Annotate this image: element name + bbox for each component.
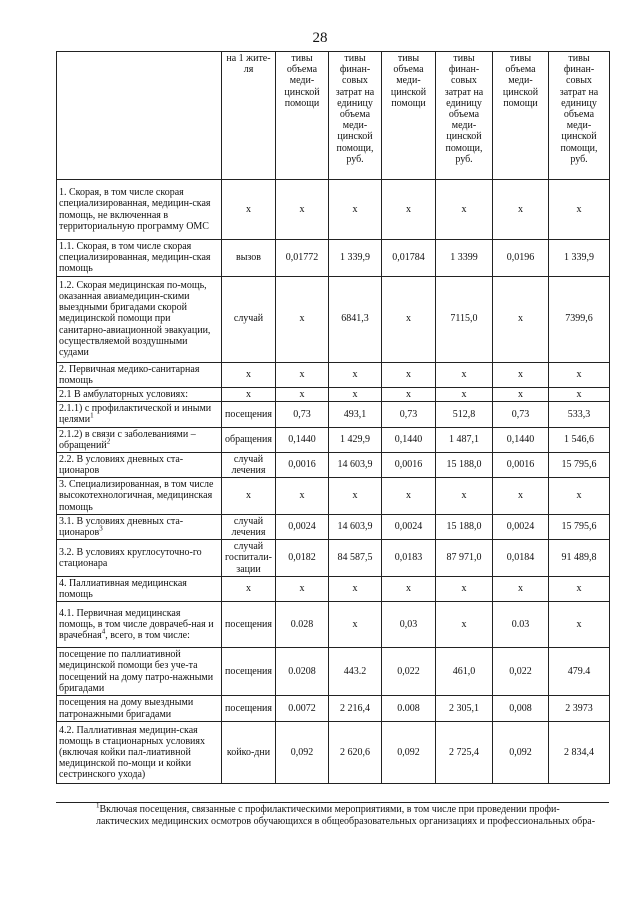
value-cell: 0,01784: [382, 240, 436, 277]
value-cell: 461,0: [436, 648, 493, 696]
table-row: [57, 276, 610, 362]
footnote-ref: 3: [99, 524, 103, 533]
value-cell: 0.028: [276, 602, 329, 648]
value-cell: 1 429,9: [329, 427, 382, 452]
value-cell: 1 546,6: [549, 427, 610, 452]
row-label: 1. Скорая, в том числе скорая специализированная, медицин-ская помощь, не включенная в территориальную программу ОМС: [57, 180, 222, 240]
value-cell: х: [382, 478, 436, 515]
row-label: 3. Специализированная, в том числе высокотехнологичная, медицинская помощь: [57, 478, 222, 515]
row-label: 2.2. В условиях дневных ста-ционаров: [57, 452, 222, 477]
value-cell: 0,022: [493, 648, 549, 696]
value-cell: 479.4: [549, 648, 610, 696]
value-cell: 0,0016: [493, 452, 549, 477]
header-cell: тивы финан- совых затрат на единицу объема меди- цинской помощи, руб.: [436, 52, 493, 180]
value-cell: 2 305,1: [436, 696, 493, 722]
table-row: [57, 722, 610, 784]
table-row: [57, 427, 610, 452]
value-cell: 0,0024: [276, 514, 329, 539]
value-cell: х: [276, 576, 329, 601]
row-label: 1.1. Скорая, в том числе скорая специализированная, медицин-ская помощь: [57, 240, 222, 277]
value-cell: 15 188,0: [436, 452, 493, 477]
value-cell: х: [436, 602, 493, 648]
value-cell: х: [493, 276, 549, 362]
value-cell: 443.2: [329, 648, 382, 696]
table-row: [57, 602, 610, 648]
unit-cell: случай госпитали-зации: [222, 540, 276, 577]
row-label: 1.2. Скорая медицинская по-мощь, оказанная авиамедицин-скими выездными бригадами скорой медицинской помощи при санитарно-авиационной эвакуации, осуществляемой воздушными судами: [57, 276, 222, 362]
table-row: [57, 452, 610, 477]
value-cell: 493,1: [329, 402, 382, 427]
value-cell: 1 339,9: [329, 240, 382, 277]
value-cell: 0,0196: [493, 240, 549, 277]
value-cell: х: [276, 387, 329, 401]
value-cell: 0,092: [382, 722, 436, 784]
table-row: [57, 696, 610, 722]
value-cell: х: [382, 362, 436, 387]
value-cell: х: [382, 180, 436, 240]
table-row: [57, 576, 610, 601]
value-cell: 0.008: [382, 696, 436, 722]
unit-cell: х: [222, 362, 276, 387]
unit-cell: посещения: [222, 696, 276, 722]
value-cell: 0,73: [493, 402, 549, 427]
value-cell: 84 587,5: [329, 540, 382, 577]
value-cell: 0,73: [276, 402, 329, 427]
value-cell: 0,0184: [493, 540, 549, 577]
normatives-table: [56, 51, 610, 784]
value-cell: х: [549, 387, 610, 401]
value-cell: 0,0182: [276, 540, 329, 577]
header-cell: тивы финан- совых затрат на единицу объема меди- цинской помощи, руб.: [549, 52, 610, 180]
table-row: [57, 540, 610, 577]
table-row: [57, 648, 610, 696]
value-cell: х: [329, 602, 382, 648]
row-label: посещения на дому выездными патронажными бригадами: [57, 696, 222, 722]
row-label: 3.1. В условиях дневных ста-ционаров$^3$: [57, 514, 222, 539]
footnote-marker: 1: [96, 801, 100, 810]
value-cell: х: [493, 387, 549, 401]
value-cell: 6841,3: [329, 276, 382, 362]
value-cell: 2 725,4: [436, 722, 493, 784]
value-cell: х: [436, 180, 493, 240]
value-cell: х: [549, 180, 610, 240]
value-cell: х: [276, 276, 329, 362]
unit-cell: вызов: [222, 240, 276, 277]
value-cell: 0,092: [493, 722, 549, 784]
header-cell: тивы объема меди- цинской помощи: [276, 52, 329, 180]
footnote-ref: 1: [90, 411, 94, 420]
value-cell: 15 188,0: [436, 514, 493, 539]
unit-cell: случай лечения: [222, 514, 276, 539]
footnote-ref: 4: [101, 627, 106, 636]
value-cell: 0,092: [276, 722, 329, 784]
value-cell: х: [436, 362, 493, 387]
unit-cell: случай лечения: [222, 452, 276, 477]
unit-cell: х: [222, 478, 276, 515]
value-cell: 14 603,9: [329, 514, 382, 539]
value-cell: 0,73: [382, 402, 436, 427]
header-cell: тивы финан- совых затрат на единицу объема меди- цинской помощи, руб.: [329, 52, 382, 180]
value-cell: 0,0183: [382, 540, 436, 577]
table-row: [57, 387, 610, 401]
value-cell: 0,022: [382, 648, 436, 696]
value-cell: х: [329, 362, 382, 387]
unit-cell: обращения: [222, 427, 276, 452]
header-cell: на 1 жите- ля: [222, 52, 276, 180]
unit-cell: койко-дни: [222, 722, 276, 784]
value-cell: 0,1440: [493, 427, 549, 452]
header-cell: [57, 52, 222, 180]
row-label: 4.1. Первичная медицинская помощь, в том числе доврачеб-ная и врачебная$^4$, всего, в том числе:: [57, 602, 222, 648]
value-cell: х: [493, 180, 549, 240]
value-cell: 0,0024: [493, 514, 549, 539]
value-cell: х: [436, 576, 493, 601]
value-cell: х: [276, 478, 329, 515]
row-label: 4. Паллиативная медицинская помощь: [57, 576, 222, 601]
value-cell: х: [436, 387, 493, 401]
row-label: посещение по паллиативной медицинской помощи без уче-та посещений на дому патро-нажными бригадами: [57, 648, 222, 696]
value-cell: 0,0016: [276, 452, 329, 477]
unit-cell: х: [222, 576, 276, 601]
unit-cell: х: [222, 387, 276, 401]
value-cell: 533,3: [549, 402, 610, 427]
value-cell: х: [493, 362, 549, 387]
header-cell: тивы объема меди- цинской помощи: [493, 52, 549, 180]
unit-cell: посещения: [222, 648, 276, 696]
value-cell: 0,1440: [276, 427, 329, 452]
header-cell: тивы объема меди- цинской помощи: [382, 52, 436, 180]
row-label: 2.1 В амбулаторных условиях:: [57, 387, 222, 401]
unit-cell: случай: [222, 276, 276, 362]
header-row: [57, 52, 610, 180]
unit-cell: х: [222, 180, 276, 240]
value-cell: х: [549, 478, 610, 515]
value-cell: 0.0072: [276, 696, 329, 722]
value-cell: 7115,0: [436, 276, 493, 362]
value-cell: х: [329, 387, 382, 401]
value-cell: 0,03: [382, 602, 436, 648]
value-cell: х: [549, 602, 610, 648]
table-row: [57, 180, 610, 240]
table-row: [57, 402, 610, 427]
value-cell: 0,0016: [382, 452, 436, 477]
unit-cell: посещения: [222, 402, 276, 427]
value-cell: 1 487,1: [436, 427, 493, 452]
footnote: [56, 802, 609, 827]
table-row: [57, 478, 610, 515]
value-cell: х: [382, 576, 436, 601]
value-cell: х: [329, 478, 382, 515]
value-cell: х: [382, 276, 436, 362]
value-cell: 2 620,6: [329, 722, 382, 784]
value-cell: х: [436, 478, 493, 515]
value-cell: 2 3973: [549, 696, 610, 722]
value-cell: х: [493, 478, 549, 515]
footnote-text: Включая посещения, связанные с профилактическими мероприятиями, в том числе при проведении профи-лактических медицинских осмотров обучающихся в общеобразовательных организациях и профессиональных обра-: [96, 804, 596, 827]
value-cell: 0,0024: [382, 514, 436, 539]
value-cell: 0.0208: [276, 648, 329, 696]
row-label: 4.2. Паллиативная медицин-ская помощь в стационарных условиях (включая койки пал-лиативной медицинской по-мощи и койки сестринского ухода): [57, 722, 222, 784]
row-label: 2.1.1) с профилактической и иными целями$^1$: [57, 402, 222, 427]
value-cell: 2 216,4: [329, 696, 382, 722]
page-number: 28: [312, 30, 328, 46]
value-cell: х: [382, 387, 436, 401]
value-cell: 0,1440: [382, 427, 436, 452]
value-cell: 2 834,4: [549, 722, 610, 784]
row-label: 2.1.2) в связи с заболеваниями – обращений$^2$: [57, 427, 222, 452]
value-cell: х: [549, 576, 610, 601]
value-cell: 7399,6: [549, 276, 610, 362]
value-cell: х: [276, 180, 329, 240]
value-cell: 91 489,8: [549, 540, 610, 577]
value-cell: 15 795,6: [549, 514, 610, 539]
value-cell: 512,8: [436, 402, 493, 427]
table-row: [57, 362, 610, 387]
table-row: [57, 514, 610, 539]
value-cell: 15 795,6: [549, 452, 610, 477]
value-cell: 1 3399: [436, 240, 493, 277]
value-cell: х: [549, 362, 610, 387]
footnote-ref: 2: [106, 437, 111, 446]
value-cell: 0,01772: [276, 240, 329, 277]
unit-cell: посещения: [222, 602, 276, 648]
row-label: 2. Первичная медико-санитарная помощь: [57, 362, 222, 387]
value-cell: 0,008: [493, 696, 549, 722]
table-row: [57, 240, 610, 277]
value-cell: х: [493, 576, 549, 601]
value-cell: х: [276, 362, 329, 387]
value-cell: 14 603,9: [329, 452, 382, 477]
value-cell: 1 339,9: [549, 240, 610, 277]
value-cell: 0.03: [493, 602, 549, 648]
value-cell: 87 971,0: [436, 540, 493, 577]
row-label: 3.2. В условиях круглосуточно-го стационара: [57, 540, 222, 577]
value-cell: х: [329, 576, 382, 601]
value-cell: х: [329, 180, 382, 240]
